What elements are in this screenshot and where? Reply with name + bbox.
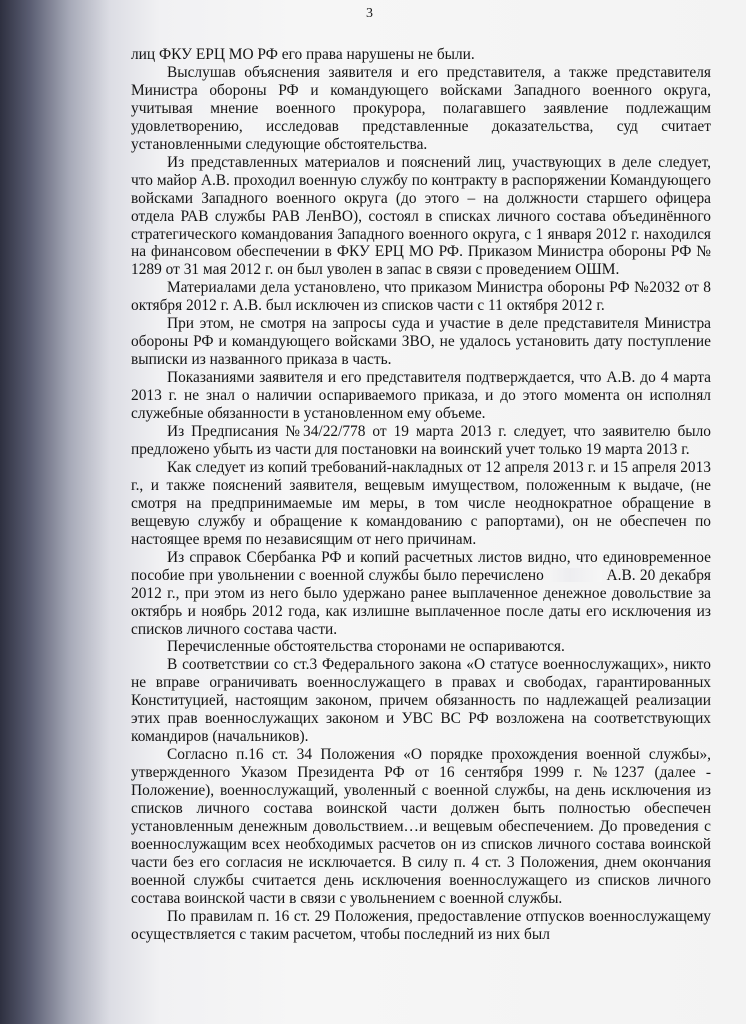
paragraph-leave-rules: По правилам п. 16 ст. 29 Положения, предоставление отпусков военнослужащему осуществляется с таким расчетом, чтобы последний из них был [131,907,711,943]
paragraph-testimony: Показаниями заявителя и его представителя подтверждается, что А.В. до 4 марта 2013 г. не знал о наличии оспариваемого приказа, и до этого момента он исполнял служебные обязанности в установленном ему объеме. [131,369,711,423]
paragraph-service-facts: Из представленных материалов и пояснений лиц, участвующих в деле следует, что майор А.В. проходил военную службу по контракту в распоряжении Командующего войсками Западного военного округа (до этого – на должности старшего офицера отдела РАВ службы РАВ ЛенВО), состоял в списках личного состава объединённого стратегического командования Западного военного округа, с 1 января 2012 г. находился на финансовом обеспечении в ФКУ ЕРЦ МО РФ. Приказом Министра обороны РФ № 1289 от 31 мая 2012 г. он был уволен в запас в связи с проведением ОШМ. [131,153,711,279]
paragraph-law-status: В соответствии со ст.3 Федерального закона «О статусе военнослужащих», никто не вправе ограничивать военнослужащего в правах и свободах, гарантированных Конституцией, настоящим законом, причем обязанность по надлежащей реализации этих прав военнослужащих законом и УВС ВС РФ возложена на соответствующих командиров (начальников). [131,656,711,746]
paragraph-undisputed: Перечисленные обстоятельства сторонами не оспариваются. [167,638,565,656]
page-number: 3 [366,6,373,21]
paragraph-regulation: Согласно п.16 ст. 34 Положения «О порядке прохождения военной службы», утвержденного Указом Президента РФ от 16 сентября 1999 г. №1237 (далее - Положение), военнослужащий, уволенный с военной службы, на день исключения из списков личного состава воинской части должен быть полностью обеспечен установленным денежным довольствием…и вещевым обеспечением. До проведения с военнослужащим всех необходимых расчетов он из списков личного состава воинской части без его согласия не исключается. В силу п. 4 ст. 3 Положения, днем окончания военной службы считается день исключения военнослужащего из списков личного состава воинской части в связи с увольнением с военной службы. [131,746,711,907]
sberbank-text-part1: Из справок Сбербанка РФ и копий расчетных листов видно, что единовременное пособие при увольнении с военной службы было перечислено [131,548,711,584]
paragraph-clothing-supply: Как следует из копий требований-накладных от 12 апреля 2013 г. и 15 апреля 2013 г., и также пояснений заявителя, вещевым имуществом, положенным к выдаче, (не смотря на предпринимаемые им меры, в том числе неоднократное обращение в вещевую службу и обращение к командованию с рапортами), он не обеспечен по настоящее время по независящим от него причинам. [131,458,711,548]
paragraph-prescription: Из Предписания №34/22/778 от 19 марта 2013 г. следует, что заявителю было предложено убыть из части для постановки на воинский учет только 19 марта 2013 г. [131,423,711,458]
sberbank-text-part2: А.В. 20 декабря 2012 г., при этом из него было удержано ранее выплаченное денежное довольствие за октябрь и ноябрь 2012 года, как излишне выплаченное после даты его исключения из списков личного состава части. [131,566,711,638]
paragraph-exclusion-order: Материалами дела установлено, что приказом Министра обороны РФ №2032 от 8 октября 2012 г. А.В. был исключен из списков части с 11 октября 2012 г. [131,279,711,315]
paragraph-continuation: лиц ФКУ ЕРЦ МО РФ его права нарушены не были. [131,46,475,63]
paragraph-sberbank [131,549,711,639]
redacted-name [548,568,602,582]
document-body [131,46,711,944]
paragraph-date-unknown: При этом, не смотря на запросы суда и участие в деле представителя Министра обороны РФ и командующего войсками ЗВО, не удалось установить дату поступление выписки из названного приказа в часть. [131,315,711,369]
paragraph-hearing: Выслушав объяснения заявителя и его представителя, а также представителя Министра обороны РФ и командующего войсками Западного военного округа, учитывая мнение военного прокурора, полагавшего заявление подлежащим удовлетворению, исследовав представленные доказательства, суд считает установленными следующие обстоятельства. [131,63,711,153]
